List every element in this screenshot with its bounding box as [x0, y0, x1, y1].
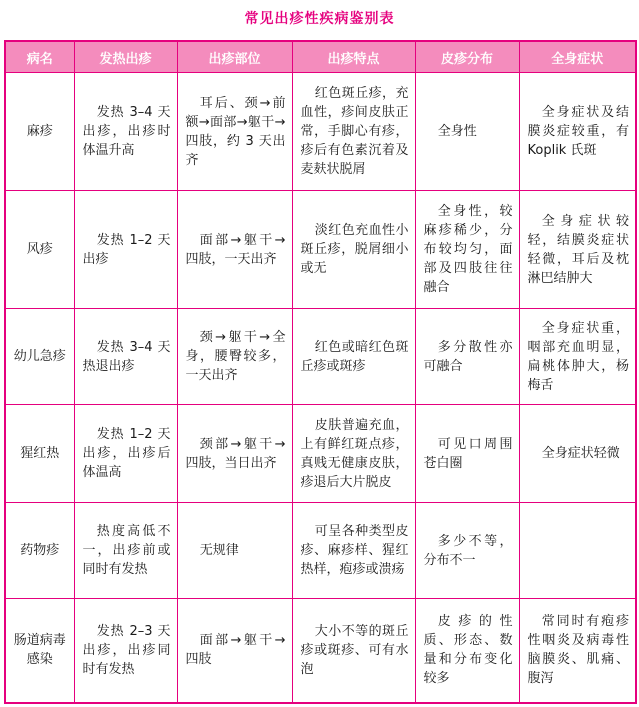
feature-text: 皮肤普遍充血，上有鲜红斑点疹，真贱无健康皮肤，疹退后大片脱皮: [300, 417, 409, 490]
table-row: [5, 405, 636, 503]
site-text: 颈部→躯干→四肢，当日出齐: [185, 436, 286, 471]
fever-text: 发热 1–2 天出疹: [82, 232, 171, 267]
distribution-cell: [415, 191, 519, 309]
site-cell: [177, 503, 292, 599]
fever-cell: [74, 599, 177, 703]
symptoms-text: 全身症状及结膜炎症较重，有 Koplik 氏斑: [527, 105, 629, 158]
feature-cell: [292, 599, 415, 703]
header-rash-feature: 出疹特点: [292, 41, 415, 73]
disease-name: 麻疹: [5, 73, 74, 191]
distribution-cell: [415, 309, 519, 405]
symptoms-cell: [519, 503, 636, 599]
site-text: 面部→躯干→四肢，一天出齐: [185, 232, 286, 267]
header-row: [5, 41, 636, 73]
distribution-text: 多少不等，分布不一: [423, 533, 513, 568]
fever-text: 发热 3–4 天热退出疹: [82, 339, 171, 374]
site-text: 颈→躯干→全身，腰臀较多，一天出齐: [185, 330, 286, 383]
feature-text: 红色斑丘疹，充血性，疹间皮肤正常，手脚心有疹，疹后有色素沉着及麦麸状脱屑: [300, 86, 409, 177]
symptoms-cell: [519, 191, 636, 309]
distribution-cell: [415, 599, 519, 703]
distribution-text: 可见口周围苍白圈: [423, 436, 513, 471]
site-text: 面部→躯干→四肢: [185, 633, 286, 668]
fever-text: 发热 2–3 天出疹，出疹同时有发热: [82, 623, 171, 677]
distribution-cell: [415, 73, 519, 191]
feature-text: 红色或暗红色斑丘疹或斑疹: [300, 339, 409, 374]
feature-text: 淡红色充血性小斑丘疹，脱屑细小或无: [300, 223, 409, 276]
site-cell: [177, 191, 292, 309]
distribution-cell: [415, 503, 519, 599]
symptoms-text: 全身症状较轻，结膜炎症状轻微，耳后及枕淋巴结肿大: [527, 213, 629, 286]
site-text: 耳后、颈→前额→面部→躯干→四肢，约 3 天出齐: [185, 95, 286, 168]
symptoms-text: 常同时有疱疹性咽炎及病毒性脑膜炎、肌痛、腹泻: [527, 614, 629, 687]
symptoms-text: 全身症状重，咽部充血明显，扁桃体肿大，杨梅舌: [527, 320, 629, 393]
disease-name: 猩红热: [5, 405, 74, 503]
distribution-text: 多分散性亦可融合: [423, 339, 513, 374]
site-text: 无规律: [199, 543, 239, 558]
header-rash-site: 出疹部位: [177, 41, 292, 73]
table-row: [5, 503, 636, 599]
table-row: [5, 191, 636, 309]
disease-name: 幼儿急疹: [5, 309, 74, 405]
site-cell: [177, 405, 292, 503]
symptoms-cell: [519, 309, 636, 405]
feature-cell: [292, 309, 415, 405]
site-cell: [177, 309, 292, 405]
disease-name: 风疹: [5, 191, 74, 309]
feature-text: 可呈各种类型皮疹、麻疹样、猩红热样，疱疹或溃疡: [300, 524, 409, 577]
fever-text: 发热 1–2 天出疹，出疹后体温高: [82, 427, 171, 480]
fever-cell: [74, 503, 177, 599]
symptoms-text: 全身症状轻微: [541, 446, 620, 461]
symptoms-cell: [519, 73, 636, 191]
feature-cell: [292, 503, 415, 599]
distribution-text: 全身性: [437, 124, 477, 139]
header-disease-name: 病名: [5, 41, 74, 73]
feature-cell: [292, 405, 415, 503]
disease-name: 药物疹: [5, 503, 74, 599]
symptoms-cell: [519, 405, 636, 503]
fever-cell: [74, 309, 177, 405]
fever-cell: [74, 405, 177, 503]
site-cell: [177, 73, 292, 191]
feature-cell: [292, 191, 415, 309]
fever-text: 热度高低不一，出疹前或同时有发热: [82, 524, 171, 577]
table-title: 常见出疹性疾病鉴别表: [244, 11, 395, 27]
header-rash-distribution: 皮疹分布: [415, 41, 519, 73]
feature-text: 大小不等的斑丘疹或斑疹、可有水泡: [300, 623, 409, 677]
table-row: [5, 309, 636, 405]
differential-table: [4, 40, 637, 704]
header-systemic-symptoms: 全身症状: [519, 41, 636, 73]
distribution-text: 全身性，较麻疹稀少，分布较均匀，面部及四肢往往融合: [423, 204, 513, 295]
distribution-text: 皮疹的性质、形态、数量和分布变化较多: [423, 614, 513, 687]
fever-text: 发热 3–4 天出疹，出疹时体温升高: [82, 105, 171, 158]
site-cell: [177, 599, 292, 703]
feature-cell: [292, 73, 415, 191]
symptoms-cell: [519, 599, 636, 703]
header-fever-rash: 发热出疹: [74, 41, 177, 73]
fever-cell: [74, 191, 177, 309]
disease-name: 肠道病毒感染: [5, 599, 74, 703]
distribution-cell: [415, 405, 519, 503]
table-row: [5, 73, 636, 191]
fever-cell: [74, 73, 177, 191]
table-row: [5, 599, 636, 703]
